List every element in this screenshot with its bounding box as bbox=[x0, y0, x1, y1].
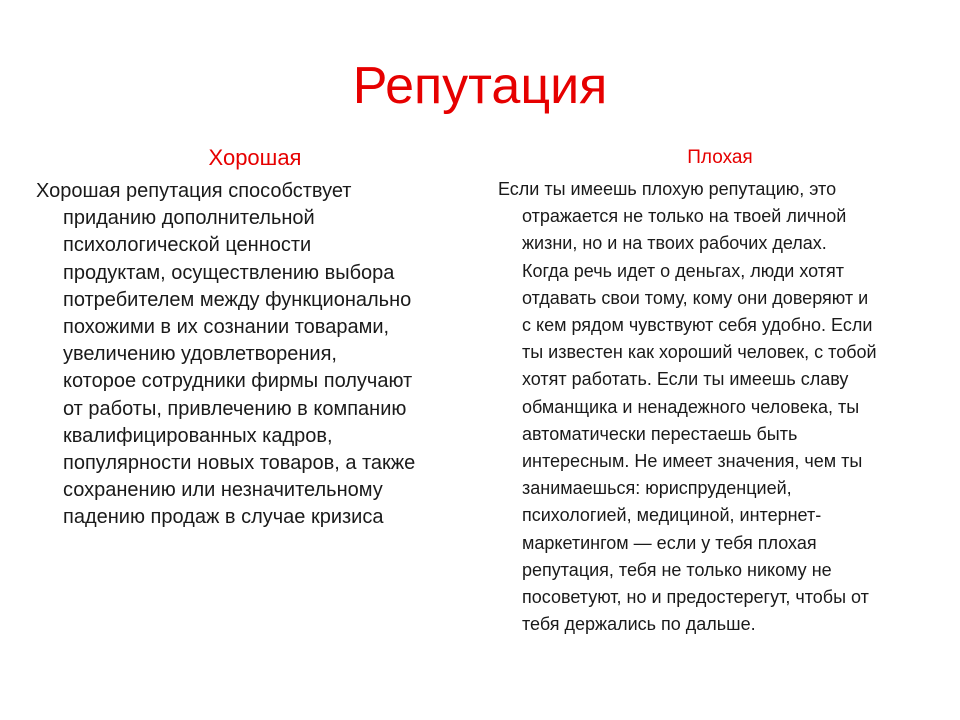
bad-reputation-text: Если ты имеешь плохую репутацию, это отражается не только на твоей личной жизни, но и на твоих рабочих делах. Когда речь идет о деньгах, люди хотят отдавать свои тому, кому они доверяют и с кем рядом чувствуют себя удобно. Если ты известен как хороший человек, с тобой хотят работать. Если ты имеешь славу обманщика и ненадежного человека, ты автоматически перестаешь быть интересным. Не имеет значения, чем ты занимаешься: юриспруденцией, психологией, медициной, интернет- маркетингом — если у тебя плохая репутация, тебя не только никому не посоветуют, но и предостерегут, чтобы от тебя держались по дальше. bbox=[498, 179, 877, 635]
good-reputation-text: Хорошая репутация способствует приданию дополнительной психологической ценности продуктам, осуществлению выбора потребителем между функционально похожими в их сознании товарами, увеличению удовлетворения, которое сотрудники фирмы получают от работы, привлечению в компанию квалифицированных кадров, популярности новых товаров, а также сохранению или незначительному падению продаж в случае кризиса bbox=[36, 180, 416, 529]
bad-reputation-heading: Плохая bbox=[687, 147, 753, 168]
slide-title: Репутация bbox=[352, 57, 608, 115]
good-reputation-heading: Хорошая bbox=[208, 145, 302, 170]
